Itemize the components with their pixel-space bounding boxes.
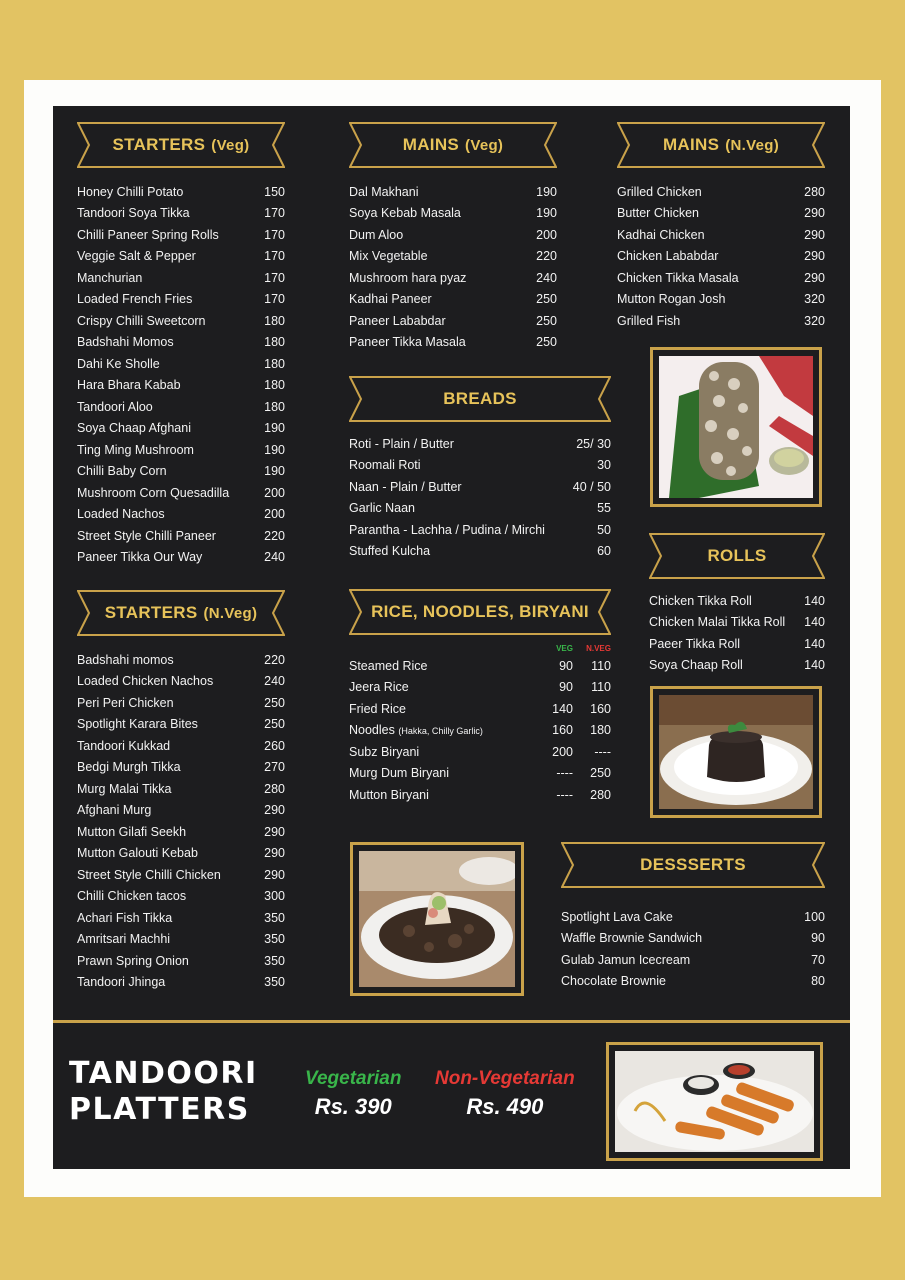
menu-item bbox=[561, 928, 825, 950]
item-price: 170 bbox=[264, 206, 285, 221]
item-name: Murg Malai Tikka bbox=[77, 781, 172, 796]
item-name: Tandoori Jhinga bbox=[77, 975, 166, 990]
veg-label: Vegetarian bbox=[305, 1068, 402, 1089]
menu-item bbox=[617, 181, 825, 203]
menu-item bbox=[649, 655, 825, 677]
menu-item bbox=[77, 735, 285, 757]
menu-item bbox=[77, 267, 285, 289]
item-name: Mutton Biryani bbox=[349, 787, 429, 802]
starters-nveg-list bbox=[77, 649, 285, 993]
menu-item bbox=[349, 289, 557, 311]
item-price: 190 bbox=[264, 442, 285, 457]
nveg-price: ---- bbox=[594, 744, 611, 759]
rice-column-header bbox=[349, 641, 611, 655]
item-price: 100 bbox=[804, 909, 825, 924]
item-price: 250 bbox=[536, 335, 557, 350]
item-name: Street Style Chilli Paneer bbox=[77, 528, 216, 543]
item-name: Loaded French Fries bbox=[77, 292, 193, 307]
menu-item bbox=[77, 778, 285, 800]
item-name: Grilled Fish bbox=[617, 313, 681, 328]
item-price: 55 bbox=[597, 501, 611, 516]
menu-item bbox=[349, 310, 557, 332]
menu-item bbox=[77, 886, 285, 908]
item-name: Paneer Lababdar bbox=[349, 313, 446, 328]
menu-item bbox=[617, 224, 825, 246]
item-name: Badshahi Momos bbox=[77, 335, 174, 350]
item-price: 180 bbox=[264, 335, 285, 350]
starters-nveg-section bbox=[77, 590, 285, 993]
item-price: 140 bbox=[804, 615, 825, 630]
title-line-2: PLATTERS bbox=[69, 1092, 250, 1127]
item-price: 220 bbox=[264, 528, 285, 543]
mains-nveg-section bbox=[617, 122, 825, 332]
item-name: Soya Kebab Masala bbox=[349, 206, 461, 221]
menu-item bbox=[77, 224, 285, 246]
item-name: Tandoori Kukkad bbox=[77, 738, 171, 753]
menu-item bbox=[77, 418, 285, 440]
menu-item bbox=[77, 649, 285, 671]
menu-item bbox=[77, 203, 285, 225]
item-price: 200 bbox=[264, 507, 285, 522]
item-price: 140 bbox=[804, 658, 825, 673]
item-price: 320 bbox=[804, 313, 825, 328]
nveg-price: Rs. 490 bbox=[466, 1094, 544, 1119]
item-name-wrap bbox=[349, 723, 483, 737]
menu-item bbox=[349, 203, 557, 225]
item-name: Parantha - Lachha / Pudina / Mirchi bbox=[349, 522, 545, 537]
menu-item bbox=[617, 203, 825, 225]
starters-veg-banner bbox=[77, 122, 285, 168]
nveg-tag: (N.Veg) bbox=[725, 136, 780, 154]
item-name: Dahi Ke Sholle bbox=[77, 356, 160, 371]
menu-item bbox=[77, 757, 285, 779]
item-price: 270 bbox=[264, 760, 285, 775]
item-price: 180 bbox=[264, 378, 285, 393]
menu-item bbox=[77, 289, 285, 311]
menu-item bbox=[349, 677, 611, 699]
item-price: 290 bbox=[264, 846, 285, 861]
veg-price: ---- bbox=[556, 787, 573, 802]
item-name: Street Style Chilli Chicken bbox=[77, 867, 221, 882]
item-name: Badshahi momos bbox=[77, 652, 174, 667]
rice-section bbox=[349, 589, 611, 806]
menu-item bbox=[649, 633, 825, 655]
item-subtitle: (Hakka, Chilly Garlic) bbox=[398, 726, 483, 737]
menu-item bbox=[77, 800, 285, 822]
menu-item bbox=[77, 929, 285, 951]
menu-item bbox=[349, 541, 611, 563]
item-price: 290 bbox=[264, 824, 285, 839]
item-price: 80 bbox=[811, 974, 825, 989]
item-prices bbox=[535, 766, 611, 780]
item-price: 350 bbox=[264, 910, 285, 925]
item-price: 260 bbox=[264, 738, 285, 753]
rice-banner bbox=[349, 589, 611, 635]
menu-item bbox=[77, 504, 285, 526]
item-price: 280 bbox=[264, 781, 285, 796]
item-prices bbox=[535, 659, 611, 673]
menu-item bbox=[561, 971, 825, 993]
menu-item bbox=[349, 519, 611, 541]
item-name: Murg Dum Biryani bbox=[349, 766, 450, 781]
item-price: 240 bbox=[264, 550, 285, 565]
item-price: 190 bbox=[264, 464, 285, 479]
veg-price: 200 bbox=[552, 744, 573, 759]
menu-item bbox=[77, 375, 285, 397]
item-price: 350 bbox=[264, 975, 285, 990]
menu-item bbox=[77, 482, 285, 504]
menu-item bbox=[649, 612, 825, 634]
menu-item bbox=[349, 246, 557, 268]
menu-item bbox=[617, 246, 825, 268]
item-name: Chocolate Brownie bbox=[561, 974, 666, 989]
item-name: Chicken Tikka Roll bbox=[649, 593, 752, 608]
nveg-price: 160 bbox=[590, 701, 611, 716]
starters-veg-list bbox=[77, 181, 285, 568]
nveg-price: 280 bbox=[590, 787, 611, 802]
item-name: Soya Chaap Afghani bbox=[77, 421, 191, 436]
section-title: MAINS bbox=[662, 135, 720, 154]
menu-item bbox=[349, 476, 611, 498]
item-price: 290 bbox=[804, 227, 825, 242]
item-name: Mutton Rogan Josh bbox=[617, 292, 726, 307]
item-price: 350 bbox=[264, 932, 285, 947]
menu-item bbox=[77, 439, 285, 461]
gold-divider bbox=[53, 1020, 850, 1023]
rolls-banner bbox=[649, 533, 825, 579]
item-name: Paneer Tikka Masala bbox=[349, 335, 466, 350]
item-price: 170 bbox=[264, 292, 285, 307]
section-title: BREADS bbox=[443, 389, 517, 408]
item-price: 240 bbox=[536, 270, 557, 285]
title-line-1: TANDOORI bbox=[69, 1056, 258, 1091]
item-name: Spotlight Lava Cake bbox=[561, 909, 673, 924]
mains-veg-banner bbox=[349, 122, 557, 168]
nveg-price: 110 bbox=[591, 680, 611, 695]
item-name: Dal Makhani bbox=[349, 184, 419, 199]
item-name: Chilli Baby Corn bbox=[77, 464, 167, 479]
menu-item bbox=[349, 655, 611, 677]
item-name: Ting Ming Mushroom bbox=[77, 442, 194, 457]
item-name: Peri Peri Chicken bbox=[77, 695, 174, 710]
item-prices bbox=[535, 745, 611, 759]
item-name: Mushroom hara pyaz bbox=[349, 270, 467, 285]
item-price: 30 bbox=[597, 458, 611, 473]
item-price: 140 bbox=[804, 636, 825, 651]
item-price: 280 bbox=[804, 184, 825, 199]
item-name: Soya Chaap Roll bbox=[649, 658, 743, 673]
menu-item bbox=[349, 784, 611, 806]
menu-item bbox=[617, 310, 825, 332]
item-name-wrap bbox=[349, 766, 449, 780]
item-name: Mutton Galouti Kebab bbox=[77, 846, 198, 861]
mains-nveg-list bbox=[617, 181, 825, 332]
veg-price: 90 bbox=[559, 658, 573, 673]
menu-item bbox=[349, 455, 611, 477]
veg-price: ---- bbox=[556, 766, 573, 781]
item-name: Prawn Spring Onion bbox=[77, 953, 189, 968]
item-name: Hara Bhara Kabab bbox=[77, 378, 181, 393]
item-name: Garlic Naan bbox=[349, 501, 415, 516]
item-name: Chicken Tikka Masala bbox=[617, 270, 739, 285]
item-price: 90 bbox=[811, 931, 825, 946]
item-name: Roti - Plain / Butter bbox=[349, 436, 454, 451]
menu-item bbox=[77, 864, 285, 886]
menu-item bbox=[617, 289, 825, 311]
item-price: 350 bbox=[264, 953, 285, 968]
item-name: Afghani Murg bbox=[77, 803, 152, 818]
menu-item bbox=[349, 741, 611, 763]
item-prices bbox=[535, 788, 611, 802]
item-price: 140 bbox=[804, 593, 825, 608]
menu-item bbox=[77, 353, 285, 375]
nveg-price: 180 bbox=[590, 723, 611, 738]
starters-veg-section bbox=[77, 122, 285, 568]
item-name: Subz Biryani bbox=[349, 744, 420, 759]
item-price: 200 bbox=[264, 485, 285, 500]
item-name: Dum Aloo bbox=[349, 227, 404, 242]
item-name: Kadhai Chicken bbox=[617, 227, 705, 242]
veg-price: Rs. 390 bbox=[314, 1094, 392, 1119]
menu-item bbox=[77, 972, 285, 994]
item-name: Kadhai Paneer bbox=[349, 292, 432, 307]
item-price: 250 bbox=[536, 313, 557, 328]
item-name: Noodles bbox=[349, 723, 395, 738]
menu-item bbox=[561, 949, 825, 971]
tandoori-platters-title bbox=[69, 1056, 258, 1128]
item-price: 320 bbox=[804, 292, 825, 307]
item-price: 170 bbox=[264, 227, 285, 242]
item-price: 60 bbox=[597, 544, 611, 559]
menu-item bbox=[349, 763, 611, 785]
item-name: Spotlight Karara Bites bbox=[77, 717, 198, 732]
item-name: Chicken Lababdar bbox=[617, 249, 719, 264]
item-price: 190 bbox=[264, 421, 285, 436]
menu-item bbox=[349, 498, 611, 520]
breads-list bbox=[349, 433, 611, 562]
rolls-section bbox=[649, 533, 825, 676]
item-price: 25/ 30 bbox=[576, 436, 611, 451]
menu-item bbox=[349, 720, 611, 742]
item-price: 50 bbox=[597, 522, 611, 537]
breads-banner bbox=[349, 376, 611, 422]
menu-item bbox=[77, 671, 285, 693]
mains-veg-list bbox=[349, 181, 557, 353]
item-name-wrap bbox=[349, 745, 419, 759]
nveg-tag: (N.Veg) bbox=[203, 604, 258, 622]
item-price: 290 bbox=[804, 270, 825, 285]
item-name: Chilli Chicken tacos bbox=[77, 889, 187, 904]
menu-item bbox=[77, 821, 285, 843]
menu-item bbox=[77, 181, 285, 203]
item-price: 40 / 50 bbox=[572, 479, 611, 494]
menu-item bbox=[349, 433, 611, 455]
section-title: STARTERS bbox=[112, 135, 206, 154]
veg-tag: (Veg) bbox=[465, 136, 504, 154]
item-name: Mutton Gilafi Seekh bbox=[77, 824, 187, 839]
menu-item bbox=[77, 310, 285, 332]
item-name: Chicken Malai Tikka Roll bbox=[649, 615, 786, 630]
item-price: 150 bbox=[264, 184, 285, 199]
rice-list bbox=[349, 655, 611, 806]
item-price: 180 bbox=[264, 356, 285, 371]
section-title: DESSSERTS bbox=[640, 855, 746, 874]
menu-item bbox=[77, 396, 285, 418]
item-name: Mix Vegetable bbox=[349, 249, 428, 264]
item-price: 190 bbox=[536, 206, 557, 221]
item-name: Bedgi Murgh Tikka bbox=[77, 760, 181, 775]
menu-item bbox=[561, 906, 825, 928]
nveg-price: 110 bbox=[591, 658, 611, 673]
item-name: Chilli Paneer Spring Rolls bbox=[77, 227, 219, 242]
menu-item bbox=[77, 547, 285, 569]
menu-board bbox=[53, 106, 850, 1169]
item-name: Amritsari Machhi bbox=[77, 932, 171, 947]
menu-item bbox=[77, 525, 285, 547]
item-price: 170 bbox=[264, 249, 285, 264]
item-name: Naan - Plain / Butter bbox=[349, 479, 462, 494]
section-title: MAINS bbox=[402, 135, 460, 154]
item-price: 250 bbox=[264, 717, 285, 732]
item-name-wrap bbox=[349, 702, 406, 716]
veg-tag: (Veg) bbox=[211, 136, 250, 154]
item-name: Paneer Tikka Our Way bbox=[77, 550, 203, 565]
item-name: Roomali Roti bbox=[349, 458, 421, 473]
item-name: Honey Chilli Potato bbox=[77, 184, 184, 199]
desserts-list bbox=[561, 906, 825, 992]
item-price: 300 bbox=[264, 889, 285, 904]
item-price: 250 bbox=[536, 292, 557, 307]
item-name: Paeer Tikka Roll bbox=[649, 636, 741, 651]
veg-column-label: VEG bbox=[556, 643, 573, 653]
menu-item bbox=[77, 692, 285, 714]
item-name: Grilled Chicken bbox=[617, 184, 702, 199]
menu-item bbox=[349, 332, 557, 354]
menu-item bbox=[77, 843, 285, 865]
menu-item bbox=[77, 714, 285, 736]
item-price: 180 bbox=[264, 399, 285, 414]
desserts-banner bbox=[561, 842, 825, 888]
menu-item bbox=[349, 698, 611, 720]
item-name: Mushroom Corn Quesadilla bbox=[77, 485, 230, 500]
veg-platter-price bbox=[305, 1068, 401, 1120]
item-price: 200 bbox=[536, 227, 557, 242]
item-price: 290 bbox=[264, 867, 285, 882]
item-name: Tandoori Soya Tikka bbox=[77, 206, 190, 221]
menu-item bbox=[77, 461, 285, 483]
item-name: Steamed Rice bbox=[349, 658, 428, 673]
food-photo-kebab bbox=[650, 347, 822, 507]
menu-item bbox=[349, 181, 557, 203]
section-title: STARTERS bbox=[104, 603, 198, 622]
item-name: Manchurian bbox=[77, 270, 143, 285]
breads-section bbox=[349, 376, 611, 562]
item-name: Achari Fish Tikka bbox=[77, 910, 173, 925]
item-price: 220 bbox=[264, 652, 285, 667]
section-title: RICE, NOODLES, BIRYANI bbox=[371, 602, 589, 621]
item-price: 180 bbox=[264, 313, 285, 328]
item-price: 250 bbox=[264, 695, 285, 710]
item-name-wrap bbox=[349, 680, 409, 694]
item-prices bbox=[535, 723, 611, 737]
item-name: Gulab Jamun Icecream bbox=[561, 952, 691, 967]
desserts-section bbox=[561, 842, 825, 992]
item-price: 240 bbox=[264, 674, 285, 689]
menu-item bbox=[77, 907, 285, 929]
section-title: ROLLS bbox=[707, 546, 767, 565]
food-photo-rice-dish bbox=[350, 842, 524, 996]
item-name: Fried Rice bbox=[349, 701, 406, 716]
item-prices bbox=[535, 680, 611, 694]
rolls-list bbox=[649, 590, 825, 676]
veg-price: 90 bbox=[559, 680, 573, 695]
item-name: Jeera Rice bbox=[349, 680, 409, 695]
nveg-column-label: N.VEG bbox=[586, 643, 611, 653]
item-price: 290 bbox=[264, 803, 285, 818]
starters-nveg-banner bbox=[77, 590, 285, 636]
mains-nveg-banner bbox=[617, 122, 825, 168]
item-price: 170 bbox=[264, 270, 285, 285]
food-photo-platter bbox=[606, 1042, 823, 1161]
nveg-price: 250 bbox=[590, 766, 611, 781]
item-price: 190 bbox=[536, 184, 557, 199]
item-price: 290 bbox=[804, 206, 825, 221]
menu-item bbox=[617, 267, 825, 289]
menu-item bbox=[349, 267, 557, 289]
item-name: Veggie Salt & Pepper bbox=[77, 249, 196, 264]
item-price: 290 bbox=[804, 249, 825, 264]
nveg-label: Non-Vegetarian bbox=[435, 1068, 575, 1089]
item-name-wrap bbox=[349, 788, 429, 802]
food-photo-lava-cake bbox=[650, 686, 822, 818]
menu-item bbox=[77, 246, 285, 268]
menu-item bbox=[349, 224, 557, 246]
item-name: Crispy Chilli Sweetcorn bbox=[77, 313, 206, 328]
item-name: Tandoori Aloo bbox=[77, 399, 153, 414]
item-price: 220 bbox=[536, 249, 557, 264]
menu-item bbox=[649, 590, 825, 612]
item-name-wrap bbox=[349, 659, 428, 673]
veg-price: 160 bbox=[552, 723, 573, 738]
menu-item bbox=[77, 950, 285, 972]
item-prices bbox=[535, 702, 611, 716]
item-name: Loaded Chicken Nachos bbox=[77, 674, 214, 689]
item-name: Stuffed Kulcha bbox=[349, 544, 431, 559]
mains-veg-section bbox=[349, 122, 557, 353]
item-name: Butter Chicken bbox=[617, 206, 699, 221]
item-price: 70 bbox=[811, 952, 825, 967]
menu-item bbox=[77, 332, 285, 354]
item-name: Waffle Brownie Sandwich bbox=[561, 931, 703, 946]
nveg-platter-price bbox=[435, 1068, 575, 1120]
veg-price: 140 bbox=[552, 701, 573, 716]
item-name: Loaded Nachos bbox=[77, 507, 165, 522]
